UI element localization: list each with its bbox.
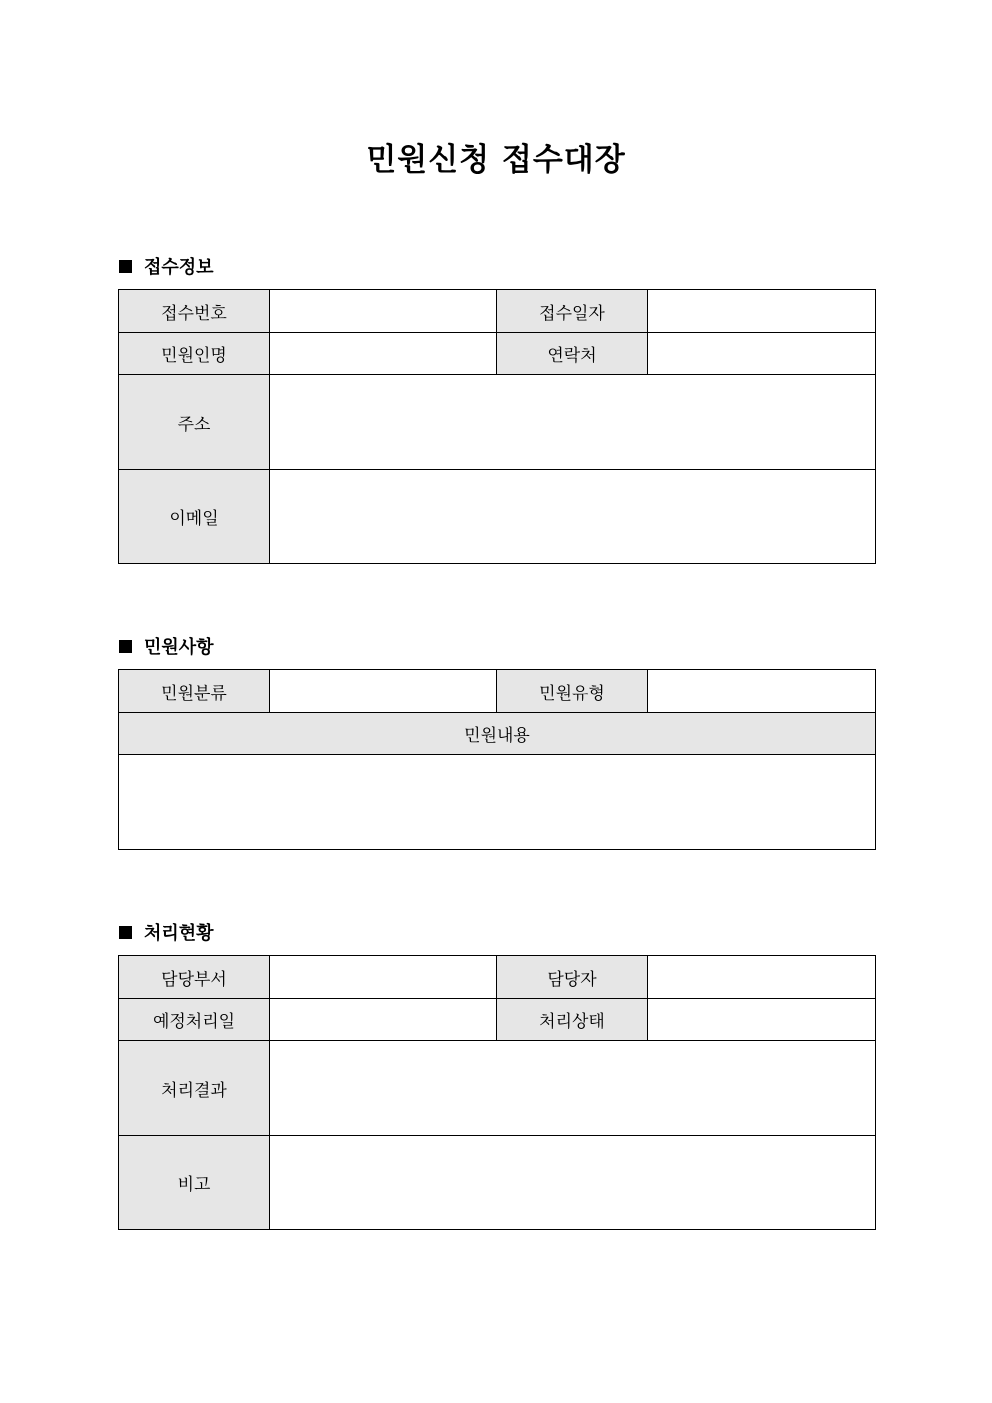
section-title: 처리현황 — [144, 923, 214, 944]
scheduled-date-field[interactable] — [270, 999, 497, 1041]
result-field[interactable] — [270, 1041, 876, 1136]
reception-table — [118, 289, 876, 564]
status-label: 처리상태 — [497, 999, 648, 1041]
section-heading-processing — [119, 919, 214, 945]
content-field[interactable] — [119, 755, 876, 850]
manager-field[interactable] — [648, 956, 876, 999]
section-title: 접수정보 — [144, 257, 214, 278]
receipt-no-field[interactable] — [270, 290, 497, 333]
email-field[interactable] — [270, 470, 876, 564]
section-heading-complaint — [119, 633, 214, 659]
department-field[interactable] — [270, 956, 497, 999]
address-label: 주소 — [119, 375, 270, 470]
category-field[interactable] — [270, 670, 497, 713]
contact-label: 연락처 — [497, 333, 648, 375]
remarks-field[interactable] — [270, 1136, 876, 1230]
receipt-date-label: 접수일자 — [497, 290, 648, 333]
square-bullet-icon — [119, 640, 132, 653]
square-bullet-icon — [119, 260, 132, 273]
address-field[interactable] — [270, 375, 876, 470]
department-label: 담당부서 — [119, 956, 270, 999]
status-field[interactable] — [648, 999, 876, 1041]
scheduled-date-label: 예정처리일 — [119, 999, 270, 1041]
receipt-date-field[interactable] — [648, 290, 876, 333]
email-label: 이메일 — [119, 470, 270, 564]
contact-field[interactable] — [648, 333, 876, 375]
processing-table — [118, 955, 876, 1230]
section-heading-reception — [119, 253, 214, 279]
category-label: 민원분류 — [119, 670, 270, 713]
section-title: 민원사항 — [144, 637, 214, 658]
content-label: 민원내용 — [119, 713, 876, 755]
receipt-no-label: 접수번호 — [119, 290, 270, 333]
result-label: 처리결과 — [119, 1041, 270, 1136]
type-field[interactable] — [648, 670, 876, 713]
complaint-table — [118, 669, 876, 850]
page-title: 민원신청 접수대장 — [366, 142, 626, 178]
square-bullet-icon — [119, 926, 132, 939]
type-label: 민원유형 — [497, 670, 648, 713]
applicant-name-field[interactable] — [270, 333, 497, 375]
manager-label: 담당자 — [497, 956, 648, 999]
applicant-name-label: 민원인명 — [119, 333, 270, 375]
remarks-label: 비고 — [119, 1136, 270, 1230]
